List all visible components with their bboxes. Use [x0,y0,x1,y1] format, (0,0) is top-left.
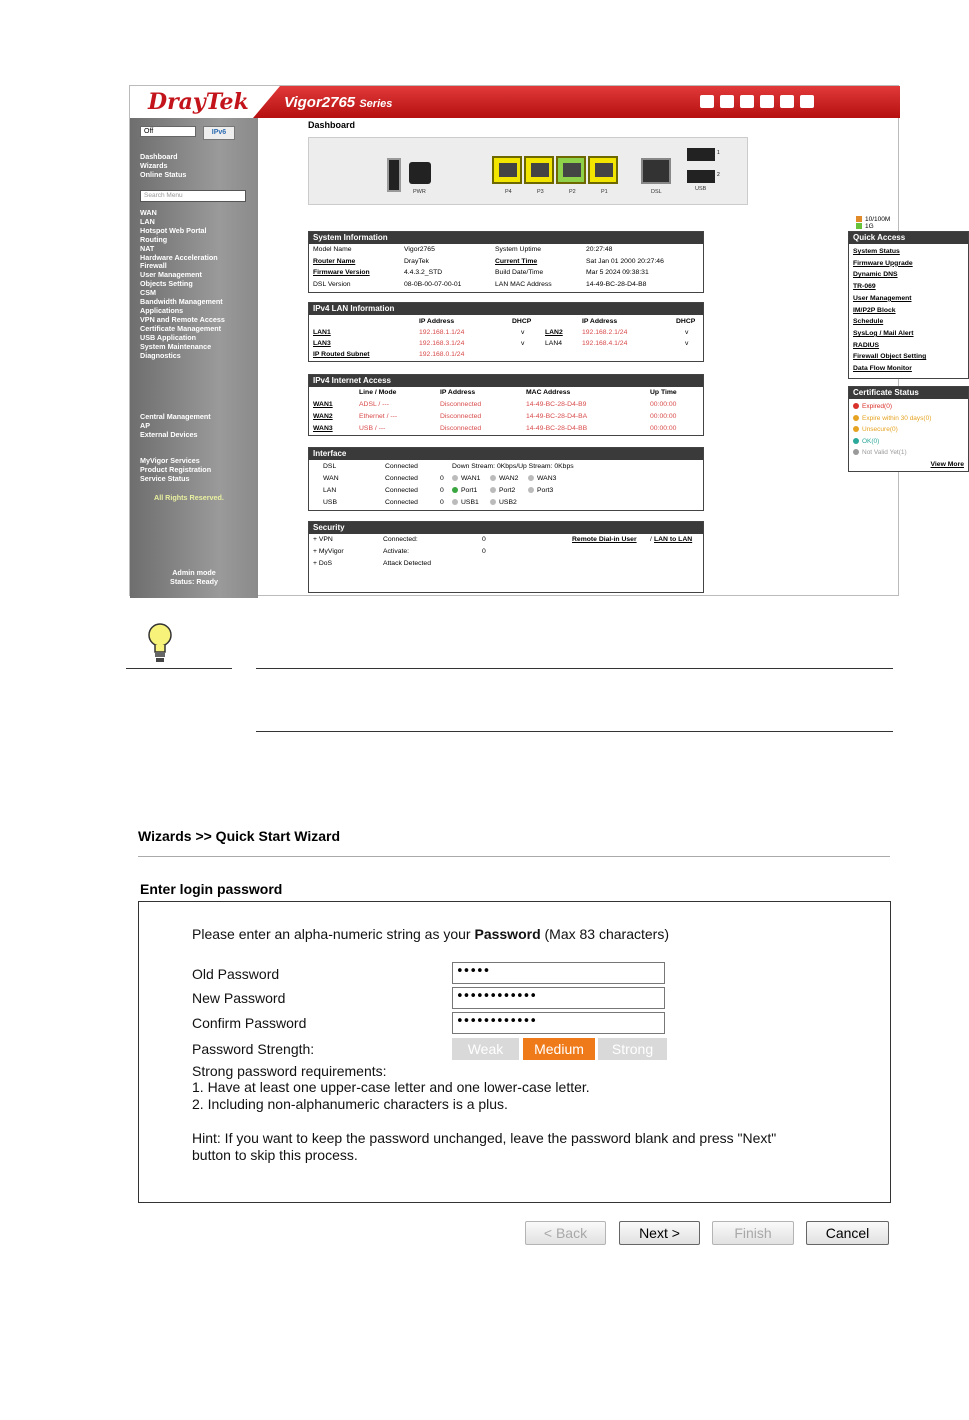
routed-subnet[interactable]: IP Routed Subnet [313,351,370,358]
sysinfo-title: System Information [309,232,703,244]
lan-name[interactable]: LAN3 [313,340,331,347]
pwr-label: PWR [413,189,426,195]
series-name: Vigor2765 [284,94,356,111]
sec-label: Attack Detected [383,560,431,567]
legend-100m: 10/100M [865,216,891,223]
sidebar-item[interactable]: Diagnostics [140,350,181,360]
quick-access-link[interactable]: RADIUS [853,341,880,349]
sidebar-item[interactable]: USB Application [140,332,197,342]
sidebar-item[interactable]: LAN [140,216,155,226]
quick-title: Quick Access [849,232,968,244]
cert-status-item[interactable] [853,447,964,459]
sysinfo-label: DSL Version [313,280,351,288]
inet-mac: 14-49-BC-28-D4-B9 [526,401,587,408]
dashboard-title: Dashboard [308,120,356,130]
iface-port-label: WAN2 [499,475,519,482]
power-jack-icon [409,162,431,184]
iface-port [490,475,518,482]
status-dot-icon [452,487,458,493]
legend-1g: 1G [865,223,874,230]
sysinfo-value2: Sat Jan 01 2000 20:27:46 [586,257,664,265]
iface-port [528,487,553,494]
status-dot-icon [490,475,496,481]
usb-label: USB [695,186,707,192]
status-dot-icon [853,426,859,432]
iface-port [490,487,515,494]
lan-name2[interactable]: LAN2 [545,329,563,336]
p4-label: P4 [505,189,512,195]
menu-group-3[interactable] [140,413,211,440]
iface-count: 0 [440,487,444,494]
sysinfo-value2: Mar 5 2024 09:38:31 [586,269,649,276]
strength-weak: Weak [452,1038,519,1060]
sidebar-item[interactable]: Service Status [140,473,190,483]
lan-name2: LAN4 [545,340,563,347]
finish-button[interactable]: Finish [712,1221,794,1245]
iface-port [452,487,477,494]
system-information-table [308,231,704,293]
speed-legend [856,216,894,230]
usb1-num: 1 [717,150,720,156]
back-button[interactable]: < Back [525,1221,606,1245]
port-p2-icon [556,156,586,184]
windows-icon[interactable] [780,95,794,108]
iface-port-label: Port2 [499,487,516,494]
inet-mode: ADSL / --- [359,401,389,408]
status-dot-icon [452,475,458,481]
wizard-divider [138,856,890,857]
inet-ip: Disconnected [440,425,482,432]
iface-name: USB [323,499,337,506]
cert-status-item[interactable] [853,424,964,436]
sidebar-item[interactable]: Firewall [140,261,167,271]
status-dot-icon [490,499,496,505]
intro-a: Please enter an alpha-numeric string as your [192,926,475,942]
cert-status-item[interactable] [853,401,964,413]
sidebar-item[interactable]: VPN and Remote Access [140,314,225,324]
router-dashboard-screenshot [129,85,964,596]
inet-ip: Disconnected [440,413,482,420]
iface-port [452,475,480,482]
iface-name: WAN [323,475,339,482]
sysinfo-label[interactable]: Router Name [313,257,356,265]
status-dot-icon [853,438,859,444]
sec-name[interactable]: + MyVigor [313,548,344,555]
inet-mode: Ethernet / --- [359,413,398,420]
strength-strong: Strong [598,1038,667,1060]
confirm-password-input[interactable]: •••••••••••• [452,1012,665,1034]
lan-dhcp: v [521,340,525,347]
iface-count: 0 [440,475,444,482]
iface-state: Connected [385,463,418,470]
sysinfo-value: 08-0B-00-07-00-01 [404,280,462,288]
inet-header: IP Address [440,389,476,396]
status-dot-icon [528,475,534,481]
home-icon[interactable] [700,95,714,108]
dashboard-main [258,118,964,598]
sidebar-item[interactable]: Dashboard [140,152,178,161]
port-p1-icon [588,156,618,184]
lightbulb-icon [145,622,175,666]
sidebar [130,118,258,598]
iface-port-label: Port3 [537,487,554,494]
sidebar-item[interactable]: External Devices [140,429,198,439]
grid-icon[interactable] [760,95,774,108]
sidebar-item[interactable]: Objects Setting [140,279,193,289]
sysinfo-value2: 20:27:48 [586,246,613,253]
sec-count: 0 [482,536,486,543]
tip-divider-top [256,668,893,669]
next-button[interactable]: Next > [619,1221,700,1245]
menu-group-1[interactable] [140,153,186,180]
rights-text: All Rights Reserved. [154,493,224,502]
sidebar-item[interactable]: Certificate Management [140,323,222,333]
quick-access-link[interactable]: SysLog / Mail Alert [853,329,914,337]
sidebar-item[interactable]: Wizards [140,160,168,170]
wizard-breadcrumb: Wizards >> Quick Start Wizard [138,828,341,844]
inet-header: Up Time [650,389,677,396]
quick-access-link[interactable]: TR-069 [853,283,876,291]
ipv4-lan-table [308,302,704,362]
intro-b: Password [474,926,541,942]
ipv6-button[interactable]: IPv6 [203,126,235,140]
sidebar-item[interactable]: AP [140,420,150,430]
inet-mac: 14-49-BC-28-D4-BB [526,425,588,432]
quick-items [849,244,968,377]
p2-label: P2 [569,189,576,195]
quick-access-link[interactable]: Firmware Upgrade [853,259,913,267]
sidebar-item[interactable]: User Management [140,270,202,280]
sidebar-item[interactable]: Online Status [140,169,187,179]
bars-icon[interactable] [740,95,754,108]
status-dot-icon [853,415,859,421]
lan-h-ip: IP Address [419,318,455,325]
sidebar-item[interactable]: Hotspot Web Portal [140,225,207,235]
iface-port-label: USB1 [461,499,479,506]
new-password-label: New Password [192,990,286,1006]
inet-mode: USB / --- [359,425,386,432]
status-dot-icon [528,487,534,493]
p1-label: P1 [601,189,608,195]
menu-group-2[interactable] [140,209,225,360]
sysinfo-label2: System Uptime [495,246,542,253]
security-table [308,521,704,593]
iface-port [528,475,556,482]
lan-h-ip2: IP Address [582,318,618,325]
sidebar-item[interactable]: Routing [140,234,168,244]
interface-table [308,447,704,511]
section-title: Enter login password [140,881,283,897]
inet-wan[interactable]: WAN1 [313,401,333,408]
status-ready: Status: Ready [170,577,218,586]
iface-port-label: WAN1 [461,475,481,482]
device-front-panel [308,137,748,205]
cert-status-label: OK(0) [862,437,880,445]
iface-state: Connected [385,475,418,482]
iface-count: 0 [440,499,444,506]
old-password-label: Old Password [192,966,280,982]
cert-status-label: Unsecure(0) [862,426,898,433]
sec-label: Activate: [383,548,410,555]
sidebar-item[interactable]: CSM [140,288,156,298]
lan-ip: 192.168.1.1/24 [419,329,465,336]
search-menu-input[interactable]: Search Menu [140,190,246,202]
port-p4-icon [492,156,522,184]
sysinfo-label2[interactable]: Current Time [495,257,538,265]
intro-text [192,926,669,942]
cert-status-item[interactable] [853,436,964,448]
lan-dhcp2: v [685,340,689,347]
inet-mac: 14-49-BC-28-D4-BA [526,413,588,420]
port-p3-icon [524,156,554,184]
confirm-password-label: Confirm Password [192,1015,307,1031]
tip-divider-bottom [256,731,893,732]
iface-state: Connected [385,487,418,494]
quick-access-link[interactable]: User Management [853,294,912,302]
p3-label: P3 [537,189,544,195]
iface-name: LAN [323,487,337,494]
dsl-port-icon [641,158,671,184]
new-password-input[interactable]: •••••••••••• [452,987,665,1009]
cert-status-label: Not Valid Yet(1) [862,449,907,456]
certificate-status-panel [848,386,969,472]
ipv4-internet-table [308,374,704,436]
iface-port [490,499,517,506]
sysinfo-label: Model Name [313,246,352,253]
sidebar-item[interactable]: MyVigor Services [140,456,200,465]
cert-title: Certificate Status [849,387,968,399]
status-dot-icon [853,449,859,455]
cert-status-label: Expire within 30 days(0) [862,414,932,422]
status-dot-icon [490,487,496,493]
intro-c: (Max 83 characters) [540,926,669,942]
iface-name: DSL [323,463,337,470]
iface-port-label: WAN3 [537,475,557,482]
sidebar-item[interactable]: Applications [140,305,184,315]
requirements-title: Strong password requirements: [192,1063,387,1079]
strength-label: Password Strength: [192,1041,315,1057]
inet-ip: Disconnected [440,401,482,408]
cert-status-label: Expired(0) [862,403,892,410]
lan-ip2: 192.168.2.1/24 [582,329,628,336]
status-dot-icon [853,403,859,409]
admin-mode: Admin mode [172,568,216,577]
power-switch-icon [387,158,401,192]
iface-port [452,499,479,506]
inet-uptime: 00:00:00 [650,425,677,432]
inet-uptime: 00:00:00 [650,401,677,408]
lan-ip2: 192.168.4.1/24 [582,340,628,347]
sidebar-item[interactable]: Bandwidth Management [140,297,223,307]
logout-icon[interactable] [800,95,814,108]
sysinfo-label2: LAN MAC Address [495,280,552,288]
product-series [284,94,392,111]
sysinfo-value: DrayTek [404,257,429,265]
dsl-label: DSL [651,189,662,195]
sysinfo-value: Vigor2765 [404,246,435,253]
inet-header: MAC Address [526,389,571,396]
language-select[interactable]: Off [140,126,196,137]
sidebar-item[interactable]: Hardware Acceleration [140,252,218,262]
sidebar-item[interactable]: NAT [140,243,155,253]
cert-status-item[interactable] [853,413,964,425]
usb1-port-icon [687,148,715,161]
sec-title: Security [309,522,703,534]
lan-title: IPv4 LAN Information [309,303,703,315]
list-icon[interactable] [720,95,734,108]
sysinfo-value2: 14-49-BC-28-D4-B8 [586,280,647,288]
lan-dhcp2: v [685,329,689,336]
lan-h-dhcp2: DHCP [676,318,696,325]
sysinfo-label[interactable]: Firmware Version [313,269,370,276]
inet-uptime: 00:00:00 [650,413,677,420]
series-suffix: Series [359,98,393,110]
view-more-link[interactable]: View More [930,461,964,468]
header-icons [700,95,814,108]
draytek-logo: DrayTek [148,89,249,115]
usb2-num: 2 [717,172,720,178]
hint-line-2: button to skip this process. [192,1147,358,1163]
inet-wan[interactable]: WAN2 [313,413,333,420]
status-dot-icon [452,499,458,505]
inet-header: Line / Mode [359,389,397,396]
menu-group-4[interactable] [140,457,211,484]
sysinfo-value: 4.4.3.2_STD [404,269,443,276]
sec-name[interactable]: + DoS [313,560,333,567]
hint-line-1: Hint: If you want to keep the password unchanged, leave the password blank and press "Next" [192,1130,777,1146]
sidebar-item[interactable]: Product Registration [140,464,212,474]
quick-access-link[interactable]: Firewall Object Setting [853,353,927,361]
requirement-1: 1. Have at least one upper-case letter and one lower-case letter. [192,1079,590,1095]
iface-detail: Down Stream: 0Kbps/Up Stream: 0Kbps [452,463,574,470]
sidebar-item[interactable]: Central Management [140,412,211,421]
iface-port-label: Port1 [461,487,478,494]
sec-name[interactable]: + VPN [313,536,333,543]
quick-access-panel [848,231,969,379]
lan-name[interactable]: LAN1 [313,329,331,336]
strength-medium: Medium [523,1038,595,1060]
lan-to-lan-link[interactable]: LAN to LAN [654,536,693,543]
cert-items [849,399,968,461]
usb2-port-icon [687,170,715,183]
lan-ip: 192.168.3.1/24 [419,340,465,347]
sec-count: 0 [482,548,486,555]
admin-status [130,568,258,586]
inet-wan[interactable]: WAN3 [313,425,333,432]
lan-h-dhcp: DHCP [512,318,532,325]
old-password-input[interactable]: ••••• [452,962,665,984]
inet-title: IPv4 Internet Access [309,375,703,387]
sysinfo-label2: Build Date/Time [495,269,544,276]
iface-title: Interface [309,448,703,460]
routed-ip: 192.168.0.1/24 [419,351,465,358]
sidebar-item[interactable]: WAN [140,208,157,217]
quick-access-link[interactable]: Schedule [853,318,884,326]
quick-access-link[interactable]: Data Flow Monitor [853,365,912,373]
sidebar-item[interactable]: System Maintenance [140,341,212,351]
iface-state: Connected [385,499,418,506]
quick-access-link[interactable]: System Status [853,248,900,255]
iface-port-label: USB2 [499,499,517,506]
remote-dialin-link[interactable]: Remote Dial-in User [572,536,637,543]
sec-sep: / [650,536,652,543]
cancel-button[interactable]: Cancel [806,1221,889,1245]
tip-divider-left [126,668,232,669]
sec-label: Connected: [383,536,418,543]
quick-access-link[interactable]: Dynamic DNS [853,271,898,279]
quick-access-link[interactable]: IM/P2P Block [853,306,896,314]
lan-dhcp: v [521,329,525,336]
requirement-2: 2. Including non-alphanumeric characters is a plus. [192,1096,508,1112]
